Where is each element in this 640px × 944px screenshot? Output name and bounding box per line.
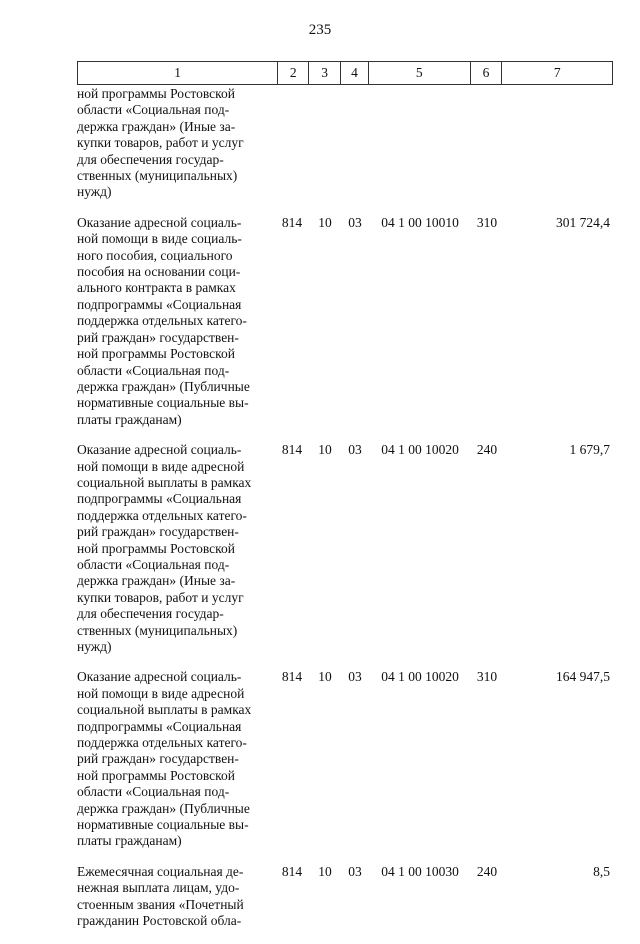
row-description: Оказание адресной социаль- ной помощи в виде адресной социальной выплаты в рамках подпрограммы «Социальная поддержка отдельных катего- рий граждан» государствен- ной программы Ростовской области «Социальная под- держка граждан» (Иные за- купки товаров, работ и услуг для обеспечения государ- ственных (муниципальных) нужд) bbox=[77, 442, 252, 654]
row-col-7: 164 947,5 bbox=[556, 669, 610, 685]
row-col-3: 10 bbox=[318, 442, 332, 458]
row-col-4: 03 bbox=[348, 863, 362, 879]
row-col-3: 10 bbox=[318, 214, 332, 230]
row-col-4: 03 bbox=[348, 214, 362, 230]
row-col-5: 04 1 00 10030 bbox=[381, 863, 459, 879]
row-col-2: 814 bbox=[281, 863, 303, 879]
header-col-4: 4 bbox=[341, 62, 369, 84]
page-number: 235 bbox=[308, 22, 332, 38]
header-col-7: 7 bbox=[553, 65, 561, 80]
table-header bbox=[77, 61, 613, 85]
row-description: Ежемесячная социальная де- нежная выплата лицам, удо- стоенным звания «Почетный гражданин Ростовской обла- bbox=[77, 863, 244, 929]
row-col-5: 04 1 00 10010 bbox=[381, 214, 459, 230]
row-col-5: 04 1 00 10020 bbox=[381, 442, 459, 458]
row-col-4: 03 bbox=[348, 669, 362, 685]
table-row bbox=[77, 669, 613, 849]
table-row bbox=[77, 215, 613, 428]
row-col-6: 310 bbox=[476, 214, 498, 230]
row-description: Оказание адресной социаль- ной помощи в виде социаль- ного пособия, социального пособия на основании соци- ального контракта в рамках подпрограммы «Социальная поддержка отдельных катего- рий граждан» государствен- ной программы Ростовской области «Социальная под- держка граждан» (Публичные нормативные социальные вы- платы гражданам) bbox=[77, 214, 250, 427]
row-col-2: 814 bbox=[281, 214, 303, 230]
header-col-3: 3 bbox=[309, 62, 341, 84]
row-col-5: 04 1 00 10020 bbox=[381, 669, 459, 685]
row-col-6: 310 bbox=[476, 669, 498, 685]
header-col-6: 6 bbox=[471, 62, 503, 84]
row-description: ной программы Ростовской области «Социальная под- держка граждан» (Иные за- купки товаров, работ и услуг для обеспечения государ- ственных (муниципальных) нужд) bbox=[77, 86, 244, 200]
row-col-6: 240 bbox=[476, 442, 498, 458]
table-row bbox=[77, 86, 613, 201]
row-col-2: 814 bbox=[281, 442, 303, 458]
row-col-3: 10 bbox=[318, 863, 332, 879]
row-col-4: 03 bbox=[348, 442, 362, 458]
header-col-5: 5 bbox=[369, 62, 471, 84]
row-col-2: 814 bbox=[281, 669, 303, 685]
row-col-7: 8,5 bbox=[593, 863, 610, 879]
table-row bbox=[77, 864, 613, 930]
row-col-6: 240 bbox=[476, 863, 498, 879]
row-description: Оказание адресной социаль- ной помощи в виде адресной социальной выплаты в рамках подпрограммы «Социальная поддержка отдельных катего- рий граждан» государствен- ной программы Ростовской области «Социальная под- держка граждан» (Публичные нормативные социальные вы- платы гражданам) bbox=[77, 669, 252, 849]
row-col-7: 1 679,7 bbox=[569, 442, 610, 458]
table-body bbox=[77, 86, 613, 944]
header-col-1: 1 bbox=[78, 62, 278, 84]
header-col-2: 2 bbox=[278, 62, 309, 84]
table-row bbox=[77, 442, 613, 655]
row-col-7: 301 724,4 bbox=[556, 214, 610, 230]
row-col-3: 10 bbox=[318, 669, 332, 685]
